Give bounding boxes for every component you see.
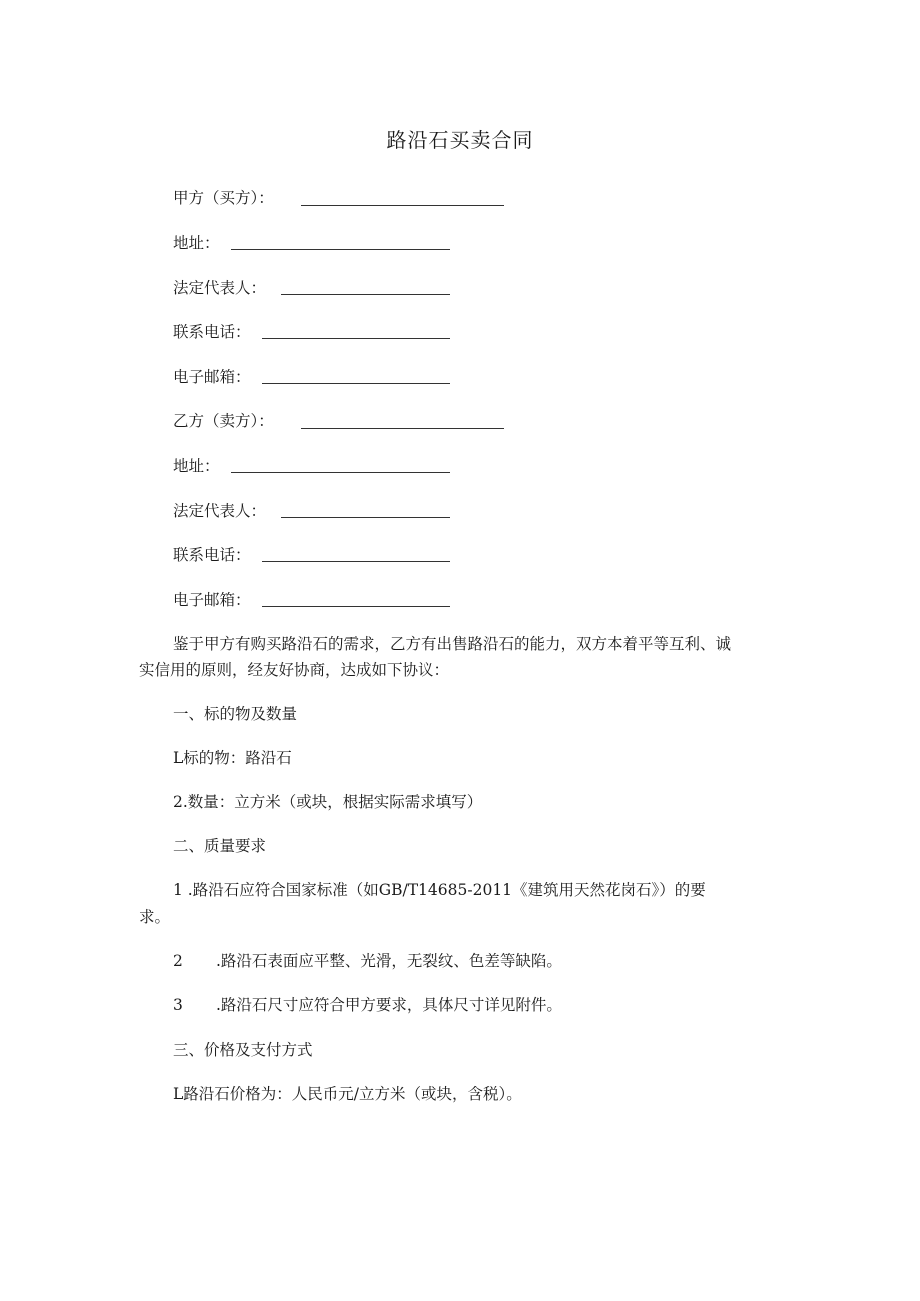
party-b-name-blank[interactable] [301,428,504,429]
section-3-heading: 三、价格及支付方式 [173,1041,313,1059]
party-b-phone-blank[interactable] [262,561,450,562]
section-1-heading: 一、标的物及数量 [173,705,298,723]
party-b-email-blank[interactable] [262,606,450,607]
party-b-rep-blank[interactable] [281,517,450,518]
section-1-item-2: 2.数量：立方米（或块，根据实际需求填写） [173,793,483,811]
party-a-email-label: 电子邮箱： [173,368,251,386]
party-a-phone-label: 联系电话： [173,323,251,341]
party-b-address-blank[interactable] [231,472,450,473]
page-title: 路沿石买卖合同 [386,128,534,152]
party-b-heading: 乙方（卖方）： [173,412,274,430]
section-2-heading: 二、质量要求 [173,837,267,855]
party-a-rep-label: 法定代表人： [173,279,267,297]
party-a-heading: 甲方（买方）： [173,189,274,207]
section-1-item-1: L标的物：路沿石 [173,749,292,767]
party-a-address-blank[interactable] [231,249,450,250]
section-2-item-2-text: .路沿石表面应平整、光滑，无裂纹、色差等缺陷。 [216,952,562,970]
party-a-rep-blank[interactable] [281,294,450,295]
preamble-line-1: 鉴于甲方有购买路沿石的需求，乙方有出售路沿石的能力，双方本着平等互利、诚 [173,635,732,653]
section-2-item-2-number: 2 [173,952,183,970]
section-2-item-1-line-1: 1 .路沿石应符合国家标准（如GB/T14685-2011《建筑用天然花岗石》）的要 [173,881,706,899]
section-2-item-1-line-2: 求。 [139,908,171,926]
party-b-address-label: 地址： [173,457,220,475]
section-3-item-1: L路沿石价格为：人民币元/立方米（或块，含税）。 [173,1085,522,1103]
party-b-rep-label: 法定代表人： [173,502,267,520]
party-a-name-blank[interactable] [301,205,504,206]
party-b-phone-label: 联系电话： [173,546,251,564]
party-a-phone-blank[interactable] [262,338,450,339]
section-2-item-3-number: 3 [173,996,183,1014]
preamble-line-2: 实信用的原则，经友好协商，达成如下协议： [139,661,450,679]
party-a-address-label: 地址： [173,234,220,252]
party-b-email-label: 电子邮箱： [173,591,251,609]
party-a-email-blank[interactable] [262,383,450,384]
section-2-item-3-text: .路沿石尺寸应符合甲方要求，具体尺寸详见附件。 [216,996,562,1014]
